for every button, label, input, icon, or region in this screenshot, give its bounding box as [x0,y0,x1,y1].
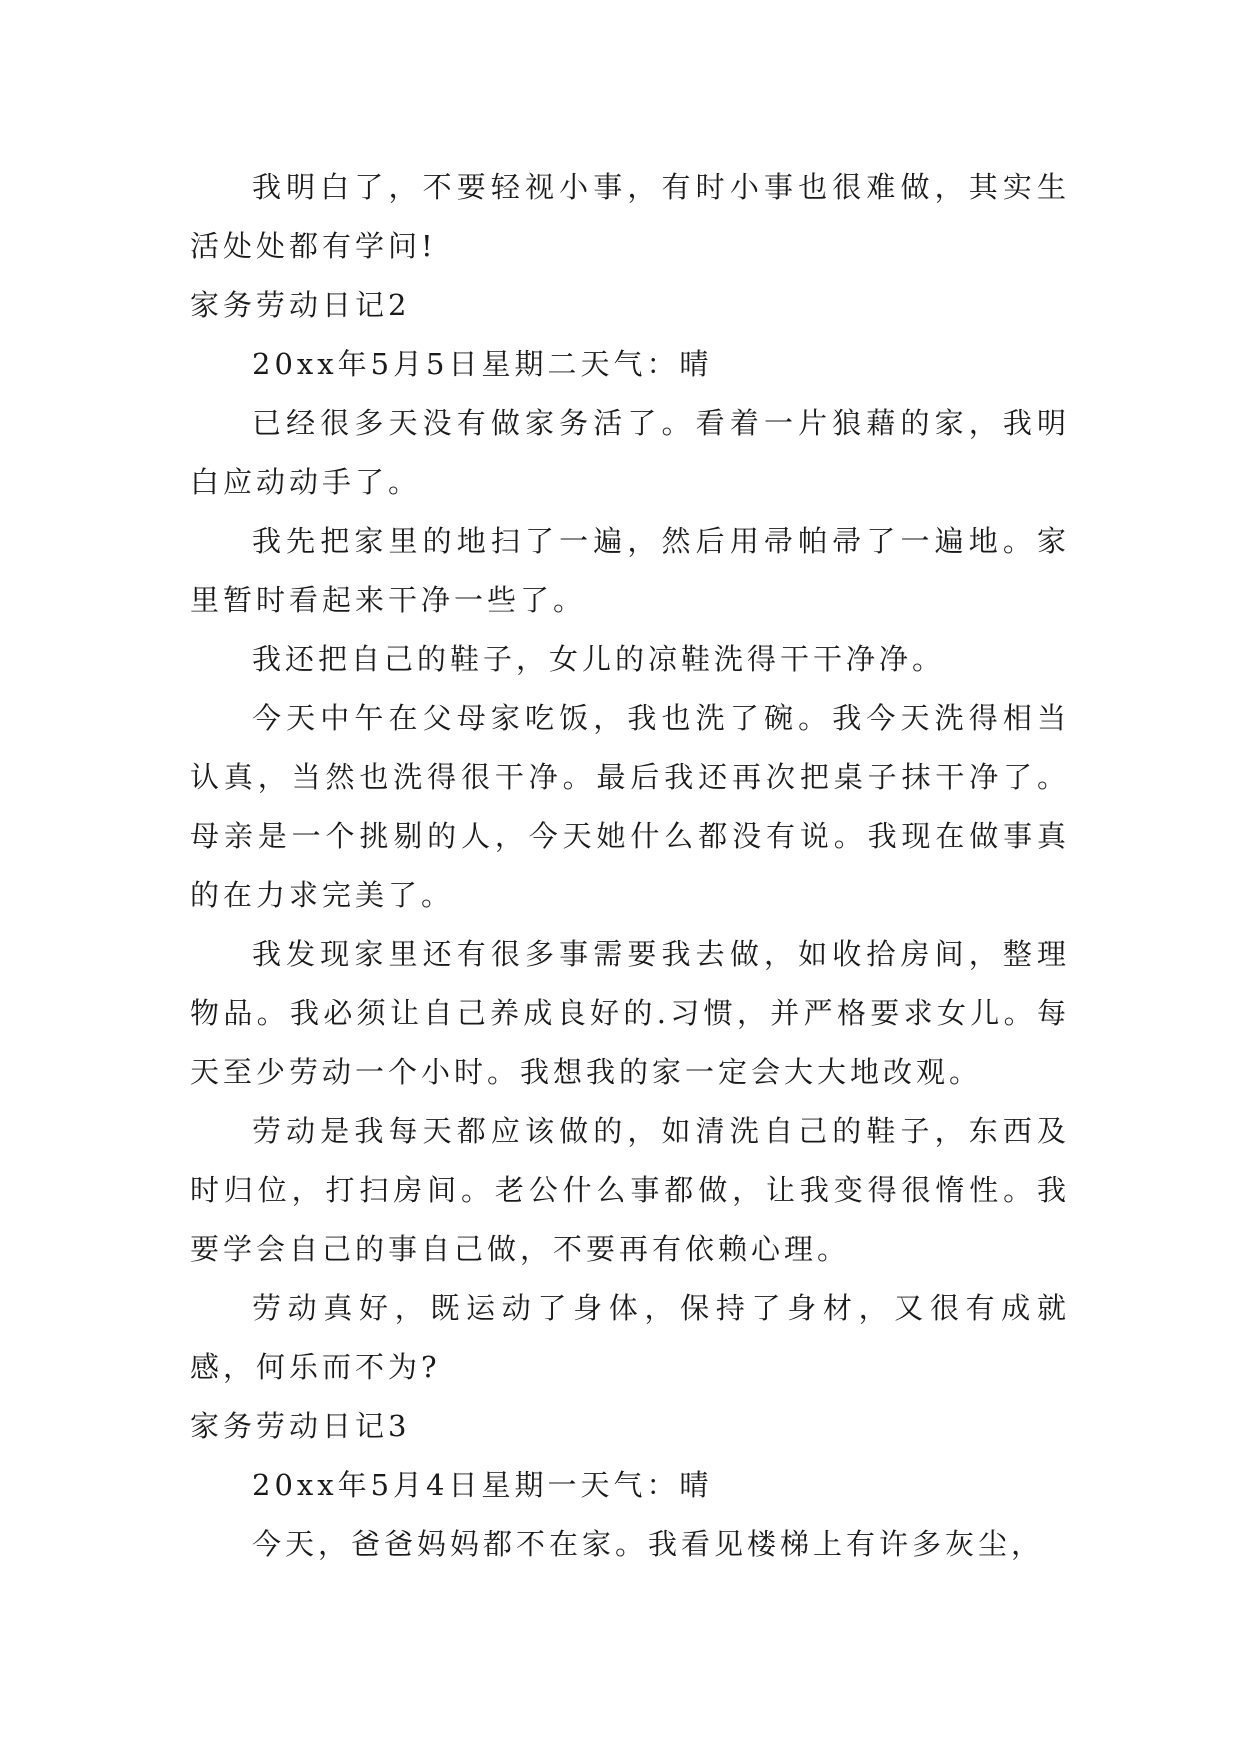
paragraph: 劳动真好，既运动了身体，保持了身材，又很有成就感，何乐而不为? [190,1291,1070,1384]
paragraph: 今天中午在父母家吃饭，我也洗了碗。我今天洗得相当认真，当然也洗得很干净。最后我还再次把桌子抹干净了。母亲是一个挑剔的人，今天她什么都没有说。我现在做事真的在力求完美了。 [190,701,1070,912]
diary-heading: 家务劳动日记2 [190,288,411,322]
paragraph: 今天，爸爸妈妈都不在家。我看见楼梯上有许多灰尘， [252,1527,1045,1561]
document-body [190,158,1070,1574]
paragraph: 我发现家里还有很多事需要我去做，如收拾房间，整理物品。我必须让自己养成良好的.习惯，并严格要求女儿。每天至少劳动一个小时。我想我的家一定会大大地改观。 [190,937,1070,1089]
diary-date-line: 20xx年5月5日星期二天气：晴 [252,347,713,381]
paragraph: 我明白了，不要轻视小事，有时小事也很难做，其实生活处处都有学问! [190,170,1070,263]
diary-heading: 家务劳动日记3 [190,1409,411,1443]
paragraph: 劳动是我每天都应该做的，如清洗自己的鞋子，东西及时归位，打扫房间。老公什么事都做，让我变得很惰性。我要学会自己的事自己做，不要再有依赖心理。 [190,1114,1070,1266]
paragraph: 我先把家里的地扫了一遍，然后用帚帕帚了一遍地。家里暂时看起来干净一些了。 [190,524,1070,617]
diary-date-line: 20xx年5月4日星期一天气：晴 [252,1468,713,1502]
paragraph: 我还把自己的鞋子，女儿的凉鞋洗得干干净净。 [252,642,946,676]
paragraph: 已经很多天没有做家务活了。看着一片狼藉的家，我明白应动动手了。 [190,406,1070,499]
